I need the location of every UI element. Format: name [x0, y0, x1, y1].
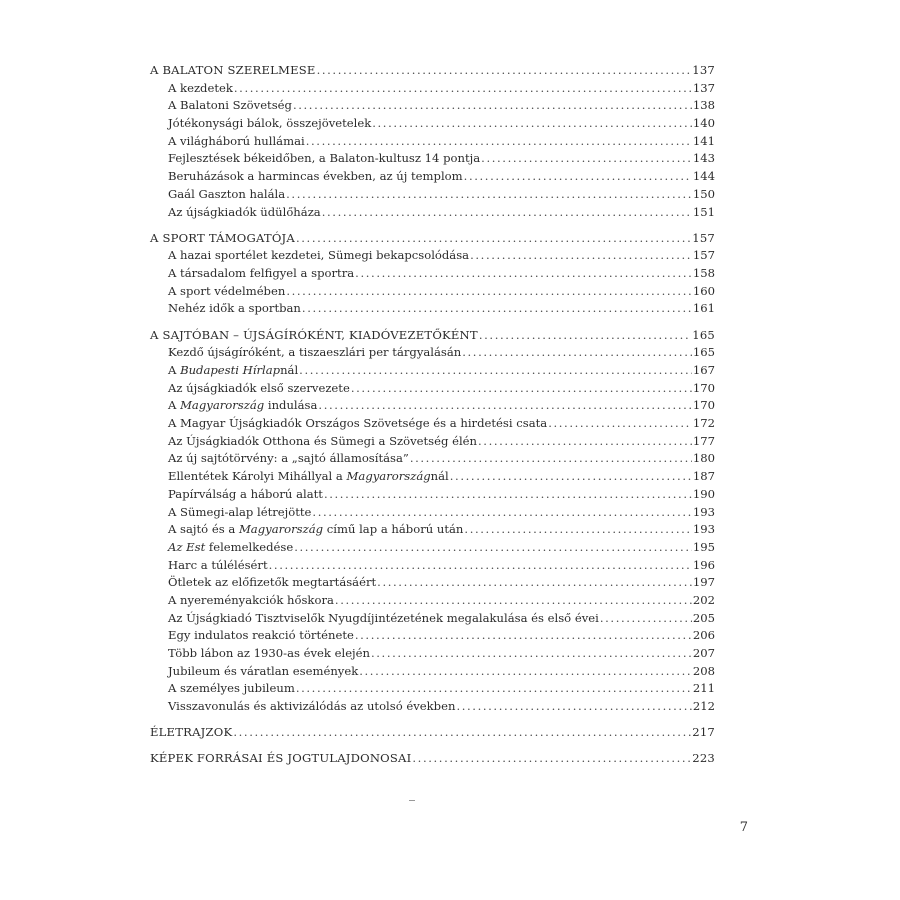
toc-page-number: 217: [692, 725, 715, 740]
dot-leader: [359, 663, 692, 681]
toc-page-number: 212: [692, 699, 715, 714]
dot-leader: [377, 574, 692, 592]
toc-section-entry: [150, 62, 715, 80]
toc-page-number: 207: [692, 646, 715, 660]
print-mark: [409, 800, 415, 801]
dot-leader: [296, 230, 691, 248]
toc-page-number: 157: [692, 248, 715, 263]
dot-leader: [293, 97, 692, 115]
dot-leader: [548, 415, 692, 433]
toc-page-number: 140: [692, 116, 715, 131]
toc-entry: [150, 115, 715, 133]
toc-page-number: 223: [692, 751, 715, 766]
dot-leader: [371, 645, 692, 663]
dot-leader: [479, 327, 691, 345]
toc-entry: [150, 150, 715, 168]
toc-page-number: 187: [692, 469, 715, 484]
toc-entry: [150, 486, 715, 504]
toc-entry-title: A SAJTÓBAN – ÚJSÁGÍRÓKÉNT, KIADÓVEZETŐKÉNT: [150, 327, 478, 342]
toc-entry: [150, 186, 715, 204]
toc-entry-title: A hazai sportélet kezdetei, Sümegi bekapcsolódása: [168, 248, 470, 263]
toc-page-number: 157: [692, 230, 715, 245]
dot-leader: [296, 680, 692, 698]
dot-leader: [299, 362, 692, 380]
toc-entry-title: A Balatoni Szövetség: [168, 98, 292, 113]
toc-page-number: 193: [692, 504, 715, 519]
toc-entry: [150, 574, 715, 592]
dot-leader: [410, 450, 692, 468]
toc-entry: [150, 247, 715, 265]
toc-entry-title: Az újságkiadók üdülőháza: [168, 204, 321, 219]
toc-entry-title: Nehéz idők a sportban: [168, 301, 301, 316]
toc-page-number: 141: [692, 133, 715, 148]
dot-leader: [234, 80, 692, 98]
toc-page-number: 158: [692, 266, 715, 281]
dot-leader: [351, 380, 692, 398]
toc-page-number: 177: [692, 433, 715, 448]
toc-entry-title: Az újságkiadók első szervezete: [168, 380, 350, 395]
title-part: indulása: [264, 398, 318, 413]
dot-leader: [462, 344, 692, 362]
toc-entry: [150, 433, 715, 451]
title-part: Ellentétek Károlyi Mihállyal a: [168, 469, 347, 484]
toc-entry: [150, 521, 715, 539]
italic-title-part: Az Est: [168, 539, 206, 554]
toc-entry-title: Harc a túlélésért: [168, 557, 268, 572]
toc-entry: [150, 133, 715, 151]
page-number: 7: [739, 820, 748, 835]
italic-title-part: Magyarország: [238, 522, 324, 537]
toc-page-number: 197: [692, 575, 715, 590]
title-part: A: [168, 363, 181, 377]
toc-page-number: 205: [692, 610, 715, 625]
toc-entry-title: A társadalom felfigyel a sportra: [168, 266, 355, 281]
toc-page-number: 161: [692, 301, 715, 316]
dot-leader: [464, 168, 692, 186]
toc-page-number: 138: [692, 98, 715, 113]
toc-page-number: 167: [692, 363, 715, 377]
toc-page-number: 190: [692, 486, 715, 501]
dot-leader: [481, 150, 692, 168]
toc-entry-title: Gaál Gaszton halála: [168, 186, 286, 201]
toc-entry-title: Papírválság a háború alatt: [168, 486, 323, 501]
dot-leader: [450, 468, 692, 486]
toc-entry: [150, 300, 715, 318]
toc-entry: [150, 283, 715, 301]
toc-entry: [150, 80, 715, 98]
toc-entry: [150, 415, 715, 433]
toc-entry-title: A Magyar Újságkiadók Országos Szövetsége és a hirdetési csata: [168, 416, 548, 431]
dot-leader: [302, 300, 692, 318]
toc-entry: [150, 539, 715, 557]
toc-entry-title: KÉPEK FORRÁSAI ÉS JOGTULAJDONOSAI: [150, 751, 412, 766]
dot-leader: [412, 750, 691, 768]
title-part: A: [168, 398, 181, 413]
italic-title-part: Budapesti Hírlap: [180, 363, 281, 377]
toc-entry-title: [168, 539, 293, 557]
italic-title-part: Magyarország: [346, 469, 431, 484]
toc-page-number: 172: [692, 416, 715, 431]
dot-leader: [269, 557, 692, 575]
toc-entry: [150, 504, 715, 522]
dot-leader: [286, 186, 692, 204]
toc-entry-title: Az Újságkiadó Tisztviselők Nyugdíjintézetének megalakulása és első évei: [168, 610, 599, 625]
dot-leader: [322, 204, 692, 222]
dot-leader: [355, 627, 692, 645]
toc-entry-title: A sport védelmében: [168, 283, 286, 298]
dot-leader: [324, 486, 692, 504]
toc-page-number: 143: [692, 151, 715, 166]
toc-entry: [150, 468, 715, 486]
dot-leader: [318, 397, 691, 415]
toc-page-number: 202: [692, 592, 715, 607]
toc-page-number: 165: [692, 345, 715, 360]
toc-entry: [150, 627, 715, 645]
dot-leader: [306, 133, 692, 151]
dot-leader: [600, 610, 692, 628]
toc-page-number: 211: [692, 681, 715, 696]
toc-entry-title: Visszavonulás és aktivizálódás az utolsó években: [168, 699, 456, 714]
toc-entry-title: A Sümegi-alap létrejötte: [168, 504, 312, 519]
toc-entry-title: A BALATON SZERELMESE: [150, 63, 316, 77]
toc-page-number: 206: [692, 628, 715, 643]
toc-entry: [150, 698, 715, 716]
toc-page-number: 151: [692, 204, 715, 219]
toc-entry: [150, 344, 715, 362]
dot-leader: [312, 504, 691, 522]
dot-leader: [464, 521, 691, 539]
toc-page-number: 137: [692, 80, 715, 95]
toc-entry: [150, 97, 715, 115]
toc-entry: [150, 362, 715, 380]
table-of-contents: [150, 62, 715, 768]
dot-leader: [355, 265, 692, 283]
toc-entry-title: Jubileum és váratlan események: [168, 663, 359, 678]
toc-entry: [150, 265, 715, 283]
toc-entry-title: [168, 521, 463, 539]
toc-page-number: 180: [692, 451, 715, 466]
toc-page-number: 137: [692, 63, 715, 77]
toc-section-entry: [150, 327, 715, 345]
toc-entry-title: ÉLETRAJZOK: [150, 725, 233, 740]
toc-page-number: 150: [692, 186, 715, 201]
toc-entry-title: Beruházások a harmincas években, az új templom: [168, 169, 463, 184]
toc-page-number: 170: [692, 398, 715, 413]
title-part: A sajtó és a: [168, 522, 239, 537]
toc-entry: [150, 557, 715, 575]
toc-entry: [150, 450, 715, 468]
toc-entry-title: Fejlesztések békeidőben, a Balaton-kultusz 14 pontja: [168, 151, 481, 166]
title-part: nál: [430, 469, 449, 484]
toc-entry-title: Egy indulatos reakció története: [168, 628, 354, 643]
dot-leader: [294, 539, 692, 557]
toc-entry-title: [168, 468, 449, 486]
dot-leader: [335, 592, 692, 610]
dot-leader: [233, 724, 691, 742]
toc-section-entry: [150, 750, 715, 768]
toc-entry: [150, 610, 715, 628]
toc-entry: [150, 663, 715, 681]
dot-leader: [478, 433, 692, 451]
toc-entry-title: Ötletek az előfizetők megtartásáért: [168, 575, 377, 590]
toc-entry-title: A nyereményakciók hőskora: [168, 592, 334, 607]
toc-entry-title: A személyes jubileum: [168, 681, 295, 696]
toc-page-number: 144: [692, 169, 715, 184]
title-part: nál: [280, 363, 299, 377]
toc-page-number: 165: [692, 327, 715, 342]
toc-entry: [150, 397, 715, 415]
dot-leader: [286, 283, 692, 301]
toc-entry-title: Az Újságkiadók Otthona és Sümegi a Szövetség élén: [168, 433, 477, 448]
toc-page-number: 195: [692, 539, 715, 554]
title-part: felemelkedése: [205, 539, 294, 554]
toc-entry: [150, 380, 715, 398]
title-part: című lap a háború után: [323, 522, 464, 537]
dot-leader: [456, 698, 691, 716]
italic-title-part: Magyarország: [180, 398, 265, 413]
dot-leader: [317, 62, 692, 80]
dot-leader: [372, 115, 692, 133]
toc-entry: [150, 645, 715, 663]
toc-page-number: 193: [692, 522, 715, 537]
toc-entry-title: [168, 397, 317, 415]
toc-page-number: 196: [692, 557, 715, 572]
toc-entry-title: Kezdő újságíróként, a tiszaeszlári per tárgyalásán: [168, 345, 462, 360]
toc-section-entry: [150, 724, 715, 742]
toc-entry-title: A SPORT TÁMOGATÓJA: [150, 230, 295, 245]
toc-section-entry: [150, 230, 715, 248]
toc-page-number: 208: [692, 663, 715, 678]
dot-leader: [470, 247, 692, 265]
toc-entry: [150, 592, 715, 610]
toc-entry-title: [168, 362, 298, 380]
toc-entry: [150, 168, 715, 186]
toc-entry: [150, 680, 715, 698]
toc-entry-title: Jótékonysági bálok, összejövetelek: [168, 116, 372, 131]
toc-entry: [150, 204, 715, 222]
toc-entry-title: Az új sajtótörvény: a „sajtó államosítása”: [168, 451, 409, 466]
toc-entry-title: Több lábon az 1930-as évek elején: [168, 646, 370, 660]
toc-entry-title: A kezdetek: [168, 80, 233, 95]
toc-entry-title: A világháború hullámai: [168, 133, 305, 148]
toc-page-number: 170: [692, 380, 715, 395]
toc-page-number: 160: [692, 283, 715, 298]
